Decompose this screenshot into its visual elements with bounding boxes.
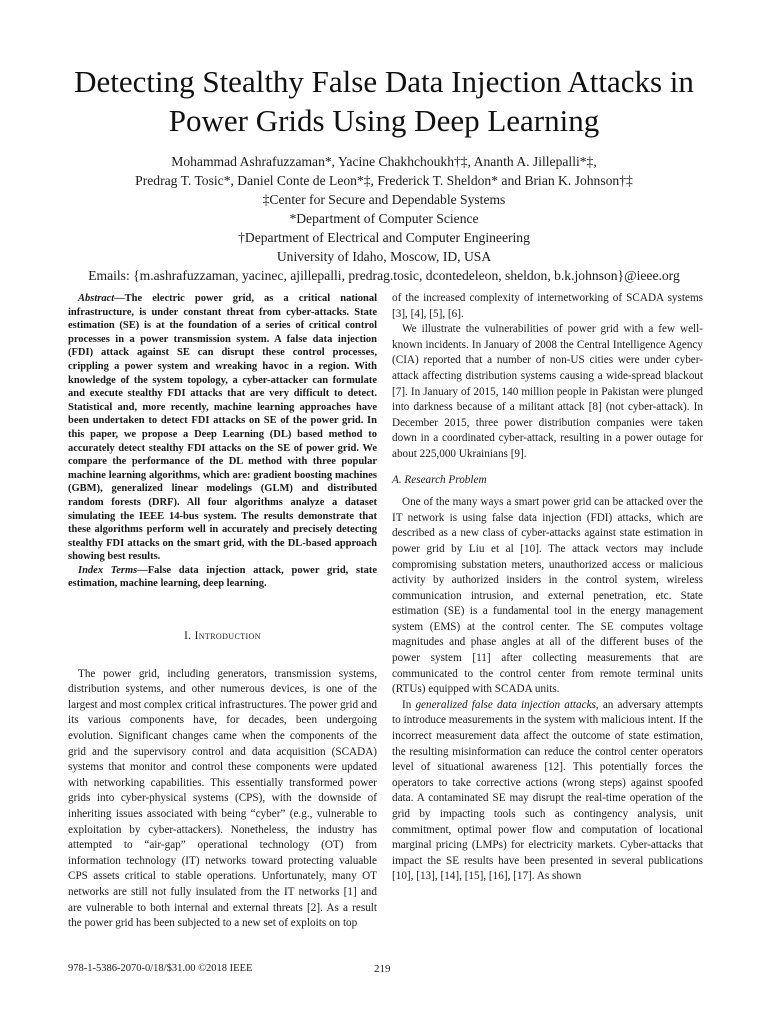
research-p2-rest: , an adversary attempts to introduce measurements in the system with malicious intent. If the incorrect measurement data affect the outcome of state estimation, the resulting misinformation can reduce the control center operators level of situational awareness [12]. This potentially forces the operators to take corrective actions (wrong steps) against spoofed data. A contaminated SE may disrupt the real-time operation of the grid by impacting tools such as contingency analysis, unit commitment, optimal power flow and computation of locational marginal pricing (LMPs) for electricity markets. Cyber-attacks that impact the SE results have been presented in several publications [10], [13], [14], [15], [16], [17]. As shown: [392, 698, 703, 883]
abstract: [68, 292, 377, 564]
affiliation-4: University of Idaho, Moscow, ID, USA: [276, 249, 492, 264]
title-line-2: Power Grids Using Deep Learning: [168, 103, 600, 138]
research-p2-lead: In: [402, 698, 416, 711]
research-paragraph-1: One of the many ways a smart power grid can be attacked over the IT network is using false data injection (FDI) attacks, which are described as a new class of cyber-attacks against state estimation in power grid by Liu et al [10]. The attack vectors may include compromising substation meters, unauthorized access or malicious activity by authorized insiders in the control system, wireless communication intrusion, and external penetration, etc. State estimation (SE) is a fundamental tool in the energy management system (EMS) at the control center. The SE computes voltage magnitudes and phase angles at all of the different buses of the power system [11] after collecting measurements that are communicated to the control center from remote terminal units (RTUs) equipped with SCADA units.: [392, 496, 703, 696]
title-line-1: Detecting Stealthy False Data Injection Attacks in: [74, 64, 694, 99]
affiliation-3: †Department of Electrical and Computer Engineering: [238, 230, 530, 245]
left-column: [68, 292, 377, 932]
right-column: [392, 291, 703, 885]
research-paragraph-2: [392, 698, 703, 885]
research-p2-emphasis: generalized false data injection attacks: [415, 698, 596, 711]
section-heading-introduction: [68, 629, 377, 645]
intro-paragraph-1: The power grid, including generators, transmission systems, distribution systems, and other numerous devices, is one of the largest and most complex critical infrastructures. The power grid and its various components have, for decades, been undergoing evolution. Significant changes came when the components of the grid and the supervisory control and data acquisition (SCADA) systems that monitor and control these components were updated with networking capabilities. This essentially transformed power grids into cyber-physical systems (CPS), with the downside of inheriting issues associated with being “cyber” (e.g., vulnerable to exploitation by cyber-attackers). Nonetheless, the industry has attempted to “air-gap” operational technology (OT) from information technology (IT) networks toward protecting valuable CPS assets critical to stable operations. Unfortunately, many OT networks are still not fully insulated from the IT networks [1] and are vulnerable to both internal and external threats [2]. As a result the power grid has been subjected to a new set of exploits on top: [68, 667, 378, 930]
index-terms-lead: Index Terms: [78, 564, 138, 576]
page-number: 219: [374, 963, 391, 975]
affiliation-2: *Department of Computer Science: [289, 211, 479, 226]
authors-line-2: Predrag T. Tosic*, Daniel Conte de Leon*‡, Frederick T. Sheldon* and Brian K. Johnson†‡: [135, 173, 633, 188]
authors-line-1: Mohammad Ashrafuzzaman*, Yacine Chakhchoukh†‡, Ananth A. Jillepalli*‡,: [171, 154, 597, 169]
abstract-lead: Abstract: [78, 293, 115, 304]
subsection-heading-research-problem: A. Research Problem: [392, 473, 487, 486]
index-terms-text: —False data injection attack, power grid, state estimation, machine learning, deep learning.: [68, 564, 377, 590]
intro-paragraph-1-continued: of the increased complexity of internetworking of SCADA systems [3], [4], [5], [6].: [392, 292, 703, 320]
author-emails: Emails: {m.ashrafuzzaman, yacinec, ajillepalli, predrag.tosic, dcontedeleon, sheldon, b.k.johnson}@ieee.org: [88, 268, 680, 283]
author-block: [40, 152, 728, 285]
section-title: Introduction: [194, 630, 261, 643]
affiliation-1: ‡Center for Secure and Dependable Systems: [262, 192, 506, 207]
index-terms: [68, 564, 377, 591]
copyright-notice: 978-1-5386-2070-0/18/$31.00 ©2018 IEEE: [68, 963, 253, 974]
intro-paragraph-2: We illustrate the vulnerabilities of power grid with a few well-known incidents. In January of 2008 the Central Intelligence Agency (CIA) reported that a number of non-US cities were under cyber-attack affecting distribution systems causing a wide-spread blackout [7]. In January of 2015, 140 million people in Pakistan were plunged into darkness because of a militant attack [8] (not cyber-attack). In December 2015, three power distribution companies were taken down in a coordinated cyber-attack, resulting in a power outage for about 225,000 Ukrainians [9].: [392, 323, 703, 460]
abstract-text: —The electric power grid, as a critical national infrastructure, is under constant threat from cyber-attacks. State estimation (SE) is at the foundation of a series of critical control processes in a power transmission system. A false data injection (FDI) attack against SE can disrupt these control processes, crippling a power system and wreaking havoc in a region. With knowledge of the system topology, a cyber-attacker can formulate and execute stealthy FDI attacks that are very difficult to detect. Statistical and, more recently, machine learning approaches have been undertaken to detect FDI attacks on SE of the power grid. In this paper, we propose a Deep Learning (DL) based method to accurately detect stealthy FDI attacks on the SE of power grid. We compare the performance of the DL method with three popular machine learning algorithms, which are: gradient boosting machines (GBM), generalized linear modelings (GLM) and distributed random forests (DRF). All four algorithms analyze a dataset simulating the IEEE 14-bus system. The results demonstrate that these algorithms perform well in accurately and precisely detecting stealthy FDI attacks on the smart grid, with the DL-based approach showing best results.: [68, 293, 377, 563]
section-number: I.: [184, 630, 192, 643]
paper-title: [40, 62, 728, 140]
